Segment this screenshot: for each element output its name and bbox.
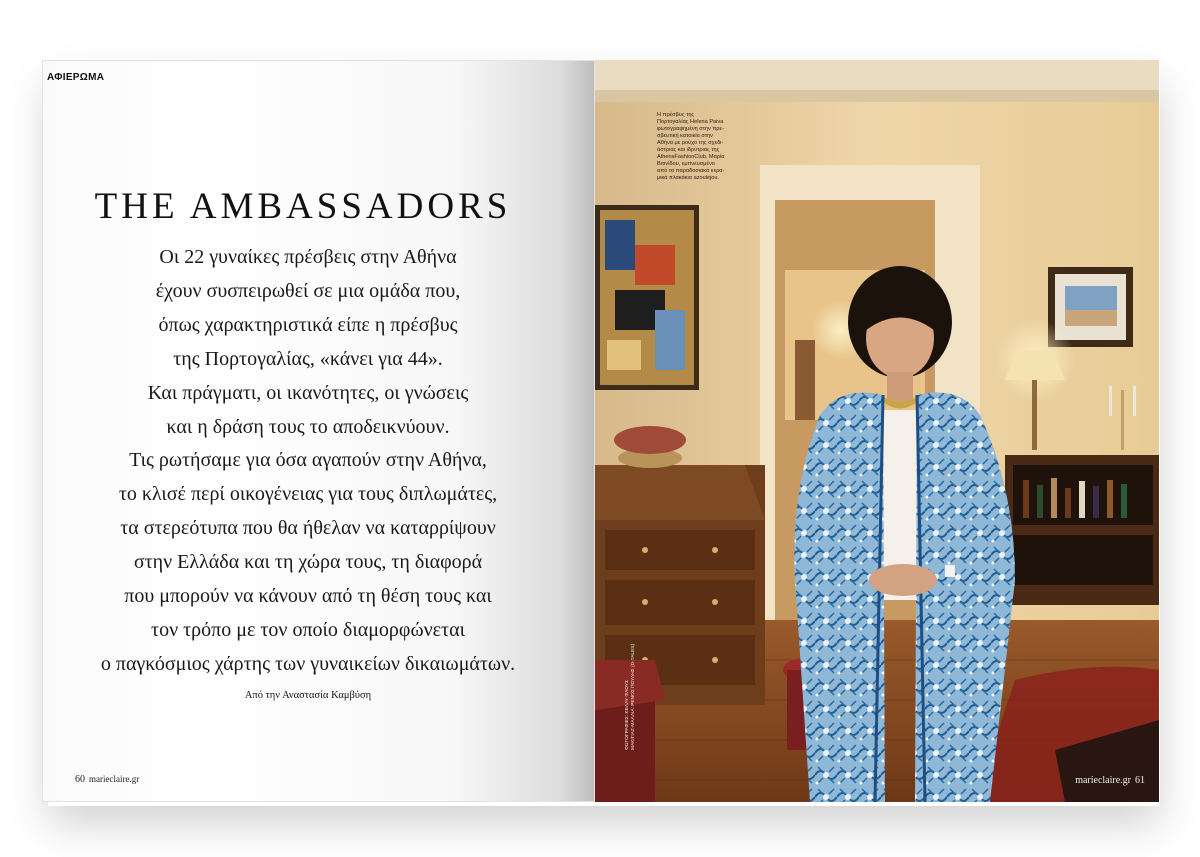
page-number: 61 xyxy=(1135,775,1145,786)
caption-line: Η πρέσβυς της xyxy=(657,112,695,118)
standfirst-line: και η δράση τους το αποδεικνύουν. xyxy=(166,415,450,438)
caption-line: μικά πλακάκια azoulejou. xyxy=(657,175,720,181)
standfirst-line: που μπορούν να κάνουν από τη θέση τους και xyxy=(124,585,492,608)
standfirst-line: τον τρόπο με τον οποίο διαμορφώνεται xyxy=(151,618,465,641)
standfirst-line: Οι 22 γυναίκες πρέσβεις στην Αθήνα xyxy=(159,246,457,268)
standfirst-line: έχουν συσπειρωθεί σε μια ομάδα που, xyxy=(155,279,461,302)
page-folio-left xyxy=(75,774,139,785)
photo-credit xyxy=(625,644,637,750)
standfirst-line: τα στερεότυπα που θα ήθελαν να καταρρίψουν xyxy=(120,517,496,540)
caption-line: από τα παραδοσιακά κερα- xyxy=(657,168,725,174)
caption-line: Αθήνα με ρούχο της σχεδι- xyxy=(657,140,724,146)
photo-caption xyxy=(657,112,753,182)
standfirst-line: ο παγκόσμιος χάρτης των γυναικείων δικαιωμάτων. xyxy=(100,652,516,675)
caption-line: σβευτική κατοικία στην xyxy=(657,133,713,139)
caption-line: φωτογραφημένη στην πρε- xyxy=(657,126,724,132)
standfirst-line: το κλισέ περί οικογένειας για τους διπλωμάτες, xyxy=(118,483,498,506)
standfirst-line: της Πορτογαλίας, «κάνει για 44». xyxy=(173,347,443,370)
standfirst-line: Και πράγματι, οι ικανότητες, οι γνώσεις xyxy=(147,381,469,404)
caption-line: Πορτογαλίας Helena Paiva xyxy=(657,119,724,125)
credit-line: ΦΩΤΟΓΡΑΦΙΕΣ: ΚΕΛΛΥ ΦΛΟΥΣ xyxy=(625,679,630,750)
standfirst-line: Τις ρωτήσαμε για όσα αγαπούν στην Αθήνα, xyxy=(129,449,487,472)
right-page xyxy=(595,60,1159,802)
site-name: marieclaire.gr xyxy=(1075,775,1131,786)
caption-line: AthensFashionClub, Μαρία xyxy=(657,154,725,160)
page-folio-right xyxy=(1075,775,1145,786)
standfirst-line: στην Ελλάδα και τη χώρα τους, τη διαφορά xyxy=(133,551,483,574)
standfirst-line: όπως χαρακτηριστικά είπε η πρέσβυς xyxy=(158,313,458,336)
section-label: ΑΦΙΕΡΩΜΑ xyxy=(47,72,105,83)
standfirst xyxy=(79,241,537,682)
headline: THE AMBASSADORS xyxy=(94,186,512,227)
page-number: 60 xyxy=(75,774,85,785)
byline: Από την Αναστασία Καμβύση xyxy=(244,690,372,701)
caption-line: άστριας και ιδρύτριας της xyxy=(657,147,720,153)
left-page xyxy=(42,60,595,802)
credit-line: ΜΑΚΙΓΙΑΖ-ΜΑΛΛΙΑ: ΡΕΝΟΣ ΠΟΥΛΗΣ (D-TALES) xyxy=(631,643,636,750)
site-name: marieclaire.gr xyxy=(89,774,140,784)
caption-line: Βιτινίδου, εμπνευσμένο xyxy=(657,161,715,167)
